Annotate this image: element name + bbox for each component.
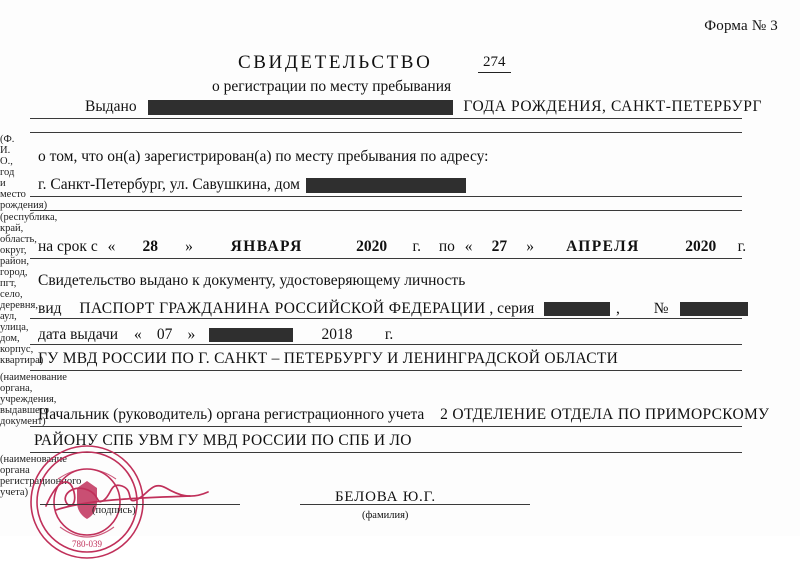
term-day-to: 27 <box>491 238 508 255</box>
term-month-from: ЯНВАРЯ <box>230 238 303 255</box>
term-year-to: 2020 <box>685 238 717 255</box>
page-subtitle: о регистрации по месту пребывания <box>212 78 452 95</box>
term-month-to: АПРЕЛЯ <box>566 238 640 255</box>
identity-number-label: № <box>653 300 669 317</box>
chief-label: Начальник (руководитель) органа регистрационного учета <box>38 406 425 423</box>
redacted-series-bar <box>544 302 610 316</box>
identity-date-row <box>38 326 393 344</box>
identity-date-label: дата выдачи <box>38 326 119 343</box>
term-quote-open-from: « <box>107 238 116 255</box>
identity-kind-row <box>38 300 748 318</box>
redacted-number-bar <box>680 302 748 316</box>
identity-date-day: 07 <box>156 326 173 343</box>
redacted-month-bar <box>209 328 293 342</box>
chief-row <box>38 406 769 424</box>
identity-date-quote-close: » <box>187 326 196 343</box>
identity-intro: Свидетельство выдано к документу, удостоверяющему личность <box>38 272 466 289</box>
term-prefix: на срок с <box>38 238 98 255</box>
term-row <box>38 238 746 256</box>
identity-rule-1 <box>30 318 742 319</box>
identity-kind-value: ПАСПОРТ ГРАЖДАНИНА РОССИЙСКОЙ ФЕДЕРАЦИИ <box>79 300 486 317</box>
issued-to-label: Выдано <box>85 98 137 115</box>
term-quote-close-from: » <box>185 238 193 255</box>
term-day-from: 28 <box>142 238 158 255</box>
identity-series-label: , серия <box>489 300 535 317</box>
redacted-house-bar <box>306 178 466 193</box>
address-value: г. Санкт-Петербург, ул. Савушкина, дом <box>38 176 300 193</box>
address-row <box>38 176 466 194</box>
issued-to-rule <box>30 118 742 119</box>
term-year-from: 2020 <box>356 238 388 255</box>
term-po: по <box>438 238 455 255</box>
identity-date-quote-open: « <box>133 326 142 343</box>
form-number: Форма № 3 <box>704 18 778 34</box>
identity-comma: , <box>616 300 620 317</box>
family-name: БЕЛОВА Ю.Г. <box>335 489 436 505</box>
identity-date-year: 2018 <box>321 326 353 343</box>
identity-rule-3 <box>30 370 742 371</box>
certificate-number: 274 <box>478 54 511 73</box>
signature-caption: (подпись) <box>92 505 136 516</box>
identity-rule-2 <box>30 344 742 345</box>
identity-kind-label: вид <box>38 300 62 317</box>
issued-to-tail: ГОДА РОЖДЕНИЯ, САНКТ-ПЕТЕРБУРГ <box>463 98 763 115</box>
registered-line: о том, что он(а) зарегистрирован(а) по месту пребывания по адресу: <box>38 148 489 165</box>
chief-rule-1 <box>30 426 742 427</box>
chief-value-line2: РАЙОНУ СПБ УВМ ГУ МВД РОССИИ ПО СПБ И ЛО <box>34 432 412 449</box>
identity-authority: ГУ МВД РОССИИ ПО Г. САНКТ – ПЕТЕРБУРГУ И ЛЕНИНГРАДСКОЙ ОБЛАСТИ <box>38 350 619 367</box>
fio-rule <box>30 132 742 133</box>
term-quote-close-to: » <box>526 238 534 255</box>
page-title: СВИДЕТЕЛЬСТВО <box>238 52 433 73</box>
term-quote-open-to: « <box>464 238 473 255</box>
term-g-from: г. <box>412 238 421 255</box>
signature-rule <box>40 504 240 505</box>
address-rule-2 <box>30 210 742 211</box>
issued-to-row <box>85 98 762 116</box>
identity-date-g: г. <box>384 326 394 343</box>
svg-text:780-039: 780-039 <box>72 539 102 549</box>
redacted-name-bar <box>148 100 453 115</box>
term-rule <box>30 258 742 259</box>
term-g-to: г. <box>737 238 747 255</box>
address-rule-1 <box>30 196 742 197</box>
chief-value-line1: 2 ОТДЕЛЕНИЕ ОТДЕЛА ПО ПРИМОРСКОМУ <box>440 406 770 423</box>
family-name-caption: (фамилия) <box>362 510 409 521</box>
certificate-document: Форма № 3 СВИДЕТЕЛЬСТВО 274 о регистрации по месту пребывания Выдано ГОДА РОЖДЕНИЯ, САНКТ-ПЕТЕРБУРГ (Ф. И. О., год и место рождения) о том, что он(а) зарегистрирован(а) по месту пребывания по адресу: г. Санкт-Петербург, ул. Савушкина, дом (республика, край, область, округ, район, город, пгт, село, деревня, аул, улица, дом, корпус, квартира) на срок с « 28 » ЯНВАРЯ 2020 г. по « 27 » АПРЕЛЯ 2020 г. Свидетельство выдано к документу, удостоверяющему личность вид ПАСПОРТ ГРАЖДАНИНА РОССИЙСКОЙ ФЕДЕРАЦИИ , серия , № дата выдачи « 07 » 2018 г. ГУ МВД РОССИИ ПО Г. САНКТ – ПЕТЕРБУРГУ И ЛЕНИНГРАДСКОЙ ОБЛАСТИ (наименование органа, учреждения, выдавшего документ) Начальник (руководитель) органа регистрационного учета 2 ОТДЕЛЕНИЕ ОТДЕЛА ПО ПРИМОРСКОМУ РАЙОНУ СПБ УВМ ГУ МВД РОССИИ ПО СПБ И ЛО (наименование органа регистрационного учета) 780-039 (подпись) БЕЛОВА Ю.Г. (фамилия) <box>0 0 800 536</box>
